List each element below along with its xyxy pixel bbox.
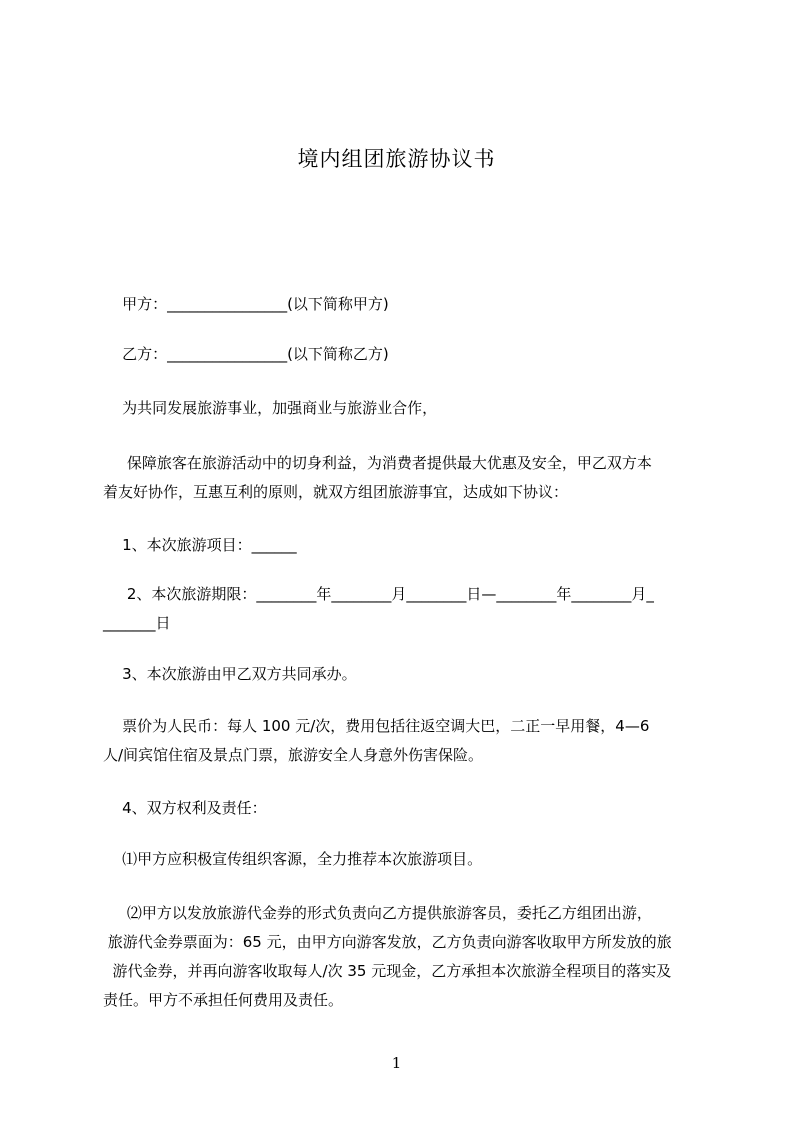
- price-paragraph: [103, 712, 703, 770]
- clause-4-item-1: [103, 845, 703, 874]
- text-line: 甲方：________________(以下简称甲方): [103, 295, 389, 313]
- text-line: 2、本次旅游期限：________年________月________日—________年________月_: [103, 585, 654, 603]
- text-line: 为共同发展旅游事业，加强商业与旅游业合作，: [103, 399, 438, 417]
- party-a-line: [103, 290, 703, 319]
- text-line: 3、本次旅游由甲乙双方共同承办。: [103, 665, 357, 683]
- clause-3: [103, 660, 703, 689]
- intro-paragraph: [103, 394, 703, 423]
- page-number: 1: [391, 1054, 402, 1072]
- text-line: 游代金券，并再向游客收取每人/次 35 元现金，乙方承担本次旅游全程项目的落实及: [103, 962, 672, 980]
- clause-4-item-2: [103, 899, 703, 1015]
- text-line: 乙方：________________(以下简称乙方): [103, 345, 389, 363]
- text-line: 旅游代金券票面为：65 元，由甲方向游客发放，乙方负责向游客收取甲方所发放的旅: [103, 933, 672, 951]
- text-line: 人/间宾馆住宿及景点门票，旅游安全人身意外伤害保险。: [103, 746, 484, 764]
- purpose-paragraph: [103, 449, 703, 507]
- clause-1: [103, 531, 703, 560]
- text-line: ⑴甲方应积极宣传组织客源，全力推荐本次旅游项目。: [103, 850, 483, 868]
- text-line: 责任。甲方不承担任何费用及责任。: [103, 991, 344, 1009]
- text-line: 保障旅客在旅游活动中的切身利益，为消费者提供最大优惠及安全，甲乙双方本: [103, 454, 652, 472]
- text-line: 票价为人民币：每人 100 元/次，费用包括往返空调大巴，二正一早用餐，4—6: [103, 717, 650, 735]
- text-line: 4、双方权利及责任：: [103, 799, 267, 817]
- document-title: 境内组团旅游协议书: [297, 147, 496, 171]
- text-line: 1、本次旅游项目：______: [103, 536, 297, 554]
- party-b-line: [103, 340, 703, 369]
- text-line: ⑵甲方以发放旅游代金券的形式负责向乙方提供旅游客员，委托乙方组团出游，: [103, 904, 652, 922]
- clause-2: [103, 580, 703, 638]
- text-line: _______日: [103, 614, 171, 632]
- text-line: 着友好协作，互惠互利的原则，就双方组团旅游事宜，达成如下协议：: [103, 483, 569, 501]
- clause-4-heading: [103, 794, 703, 823]
